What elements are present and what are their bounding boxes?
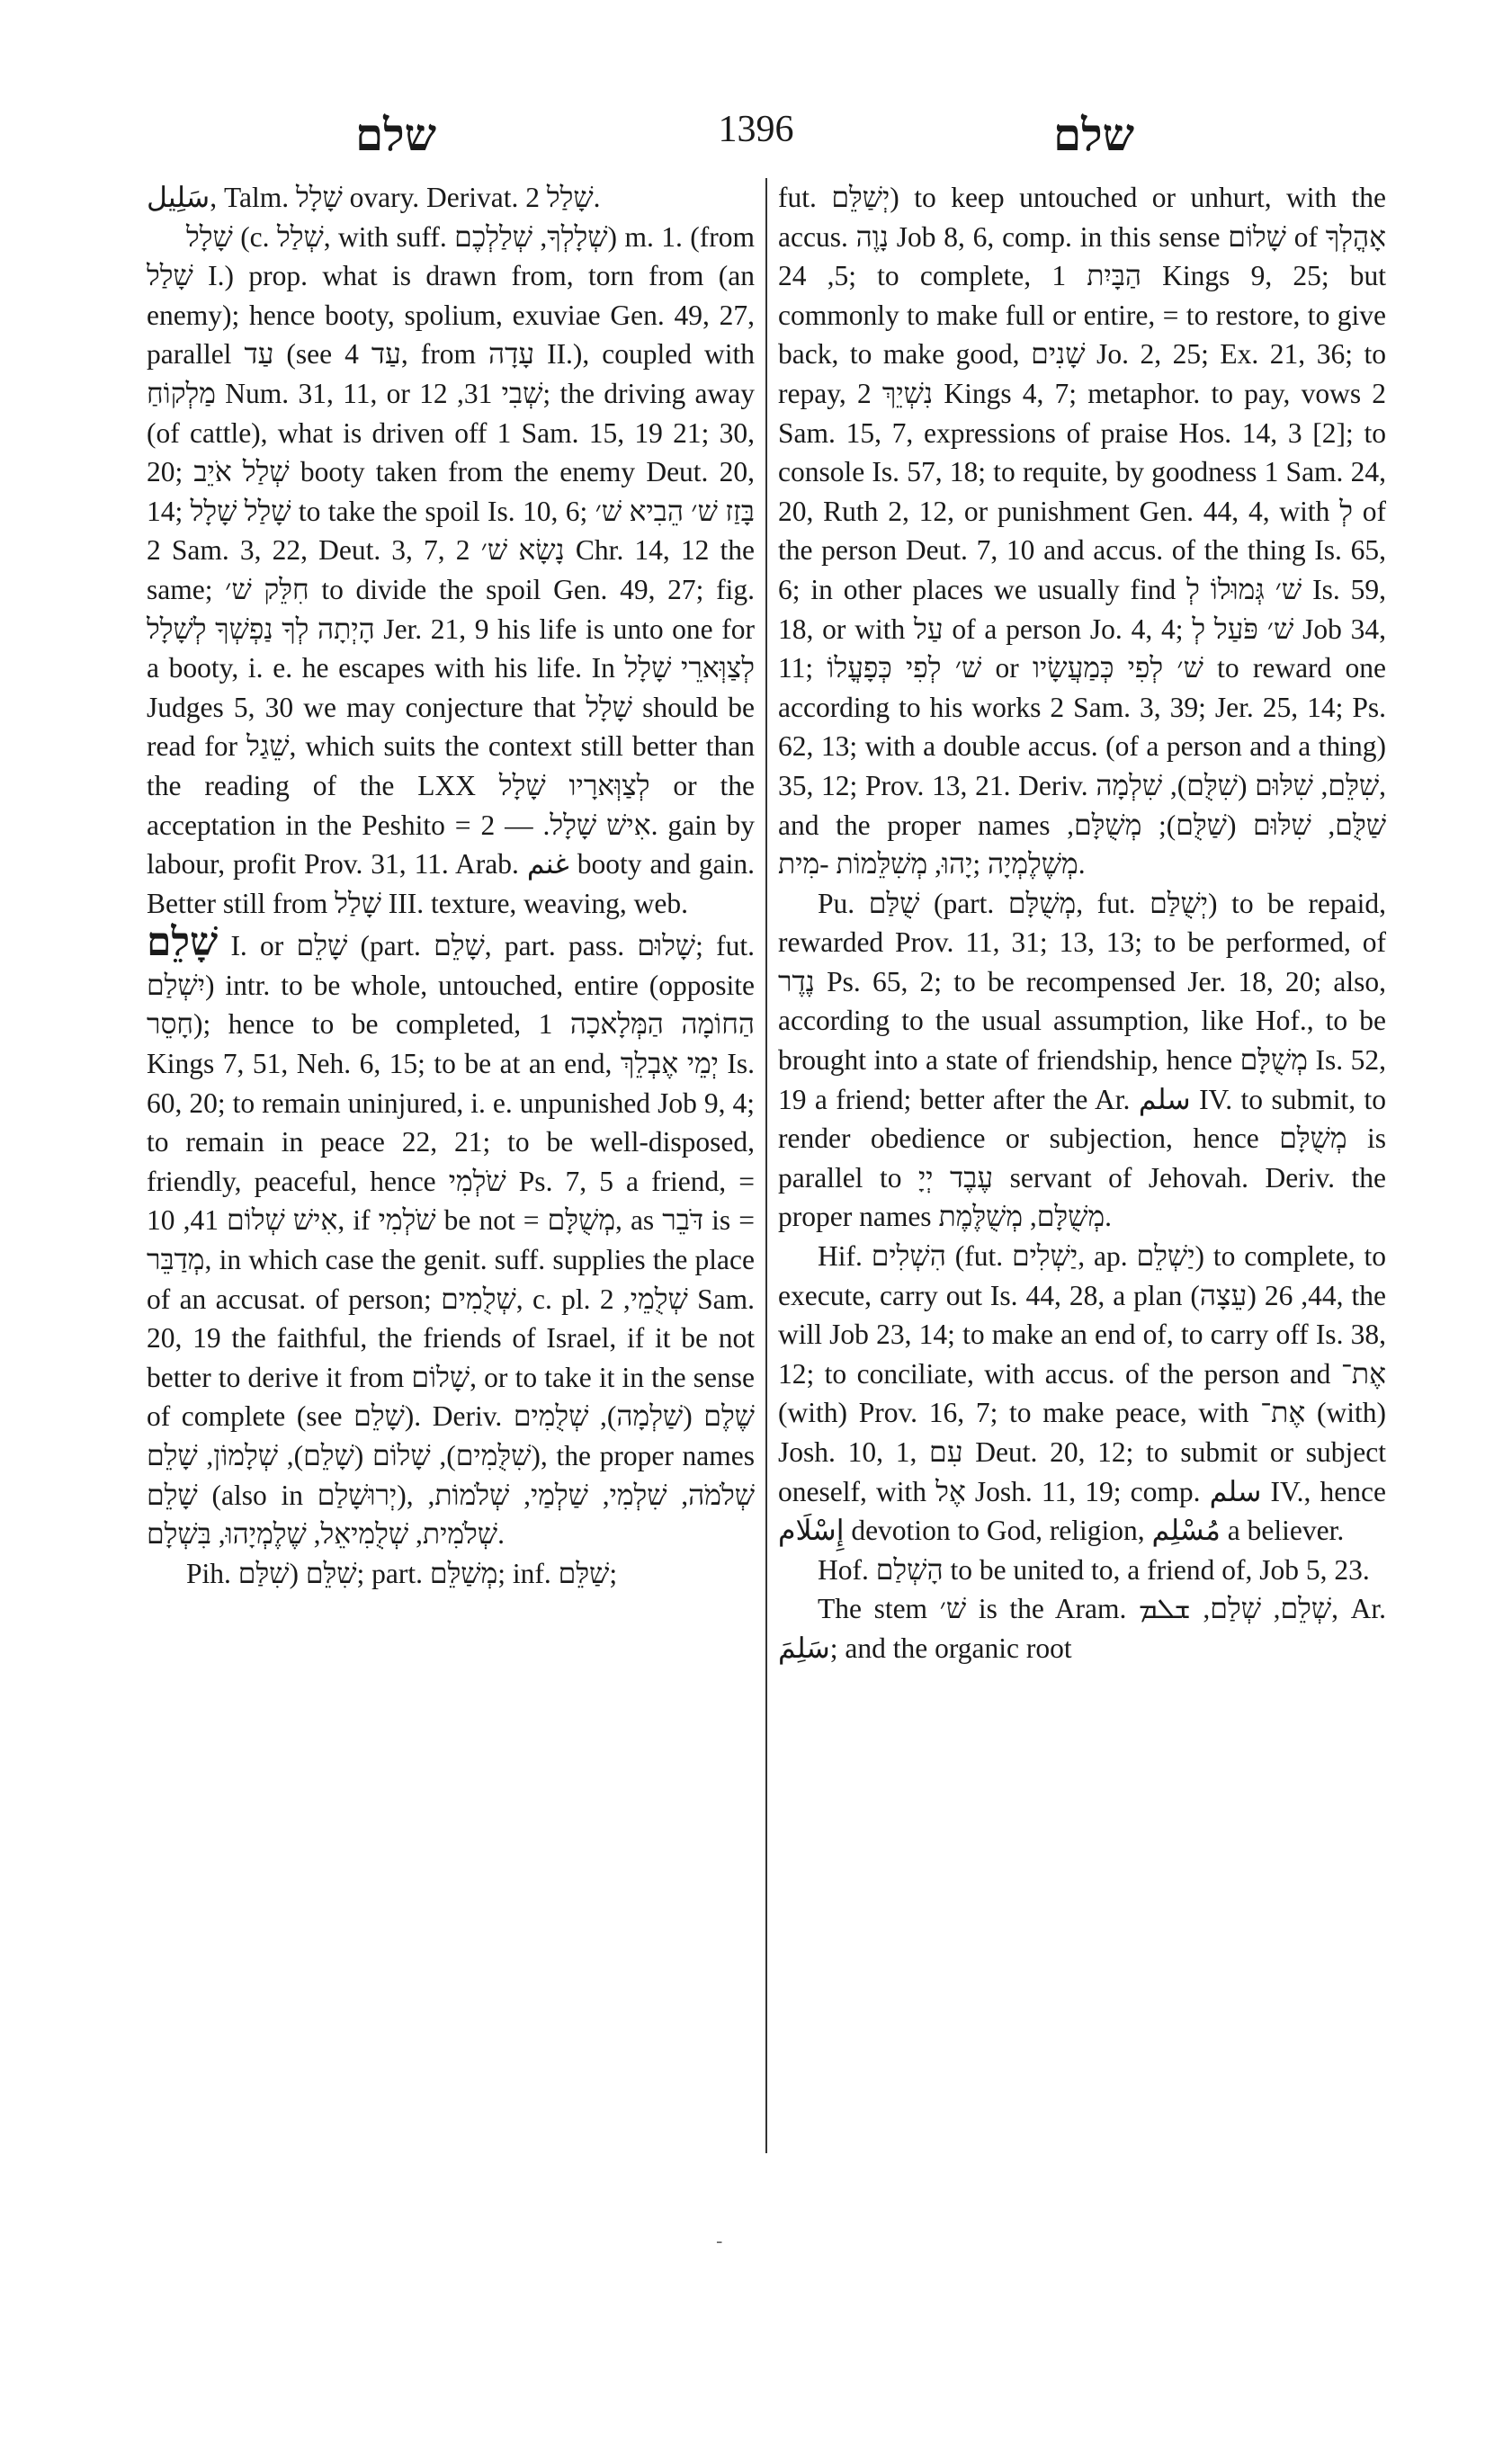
paragraph-text: fut. יְשַׁלֵּם) to keep untouched or unhurt, with the accus. נָוֶה Job 8, 6, comp. in this sense שָׁלוֹם of אָהֳלְךָ 5, 24; to complete, הַבָּיִת 1 Kings 9, 25; but commonly to make full or entire, = to restore, to give back, to make good, שָׁנִים Jo. 2, 25; Ex. 21, 36; to repay, נִשְׁיֵךְ 2 Kings 4, 7; metaphor. to pay, vows 2 Sam. 15, 7, expressions of praise Hos. 14, 3 [2]; to console Is. 57, 18; to requite, by goodness 1 Sam. 24, 20, Ruth 2, 12, or punishment Gen. 44, 4, with לְ of the person Deut. 7, 10 and accus. of the thing Is. 65, 6; in other places we usually find שׁ׳ גְּמוּלוֹ לְ Is. 59, 18, or with עַל of a person Jo. 4, 4; שׁ׳ פֹּעַל לְ Job 34, 11; שׁ׳ לְפִי כְּפָעֳלוֹ or שׁ׳ לְפִי כְּמַעֲשָׂיו to reward one according to his works 2 Sam. 3, 39; Jer. 25, 14; Ps. 62, 13; with a double accus. (of a person and a thing) 35, 12; Prov. 13, 21. Deriv. שִׁלֵּם, שִׁלּוּם (שִׁלֻּם), שִׁלְמָה, and the proper names שַׁלֻּם, שִׁלּוּם (שַׁלֻּם); מְשֻׁלָּם, מְשֶׁלֶמְיָה ;יָהוּ, מְשִׁלֵּמוֹת -מִית. — [778, 182, 1386, 881]
dictionary-paragraph — [778, 884, 1386, 1237]
paragraph-text: I. or שָׁלֵם (part. שָׁלֵם, part. pass. שָׁלוּם; fut. יִשְׁלַם) intr. to be whole, untouched, entire (opposite חָסֵר); hence to be completed, הַחוֹמָה הַמְּלָאכָה 1 Kings 7, 51, Neh. 6, 15; to be at an end, יְמֵי אֶבְלֵךְ Is. 60, 20; to remain uninjured, i. e. unpunished Job 9, 4; to remain in peace 22, 21; to be well-disposed, friendly, peaceful, hence שֹׁלְמִי Ps. 7, 5 a friend, = אִישׁ שְׁלוֹם 41, 10, if שֹׁלְמִי be not = מְשֻׁלָּם, as דֹּבֵר is = מְדַבֵּר, in which case the genit. suff. supplies the place of an accusat. of person; שְׁלֻמִים, c. pl. שְׁלֻמֵי, 2 Sam. 20, 19 the faithful, the friends of Israel, if it be not better to derive it from שָׁלוֹם, or to take it in the sense of complete (see שָׁלֵם). Deriv. שֶׁלֶם (שַׁלְמָה), שְׁלֻמִים (שִׁלֻּמִים), שָׁלוֹם (שָׁלֵם), שְׁלָמוֹן, שָׁלֵם, the proper names שָׁלֵם (also in יְרוּשָׁלַם), שְׁלֹמֹה, שִׁלְמִי, שַׁלְמַי, שְׁלֹמוֹת, שְׁלֹמִית, שְׁלֻמִיאֵל, שֶׁלֶמְיָהוּ, בִּשְׁלָם. — [147, 930, 755, 1551]
paragraph-text: Pu. שֻׁלַּם (part. מְשֻׁלָּם, fut. יְשֻׁלַּם) to be repaid, rewarded Prov. 11, 31; 13, 13; to be performed, of נֶדֶר Ps. 65, 2; to be recompensed Jer. 18, 20; also, according to the usual assumption, like Hof., to be brought into a state of friendship, hence מְשֻׁלָּם Is. 52, 19 a friend; better after the Ar. سلم IV. to submit, to render obedience or subjection, hence מְשֻׁלָּם is parallel to עֶבֶד יְיָ servant of Jehovah. Deriv. the proper names מְשֻׁלָּם, מְשֻׁלֶּמֶת. — [778, 887, 1386, 1233]
dictionary-paragraph — [778, 1551, 1386, 1590]
paragraph-text: The stem שׁ׳ is the Aram. שְׁלֵם, שְׁלַם, ܫܠܡ, Ar. سَلِمَ; and the organic root — [778, 1593, 1386, 1664]
paragraph-text: Pih. שִׁלֵּם (שִׁלַּם; part. מְשַׁלֵּם; inf. שַׁלֵּם; — [186, 1557, 618, 1589]
dictionary-paragraph — [147, 920, 755, 1554]
page-header — [0, 108, 1512, 171]
dictionary-paragraph — [147, 1554, 755, 1594]
dictionary-paragraph — [147, 218, 755, 924]
paragraph-text: سَلِيل, Talm. שָׁלָל ovary. Derivat. שָׁלַל 2. — [147, 182, 601, 213]
footer-mark: - — [716, 2231, 723, 2253]
dictionary-paragraph — [778, 1237, 1386, 1551]
right-running-headword: שלם — [1053, 108, 1134, 161]
dictionary-paragraph — [147, 178, 755, 218]
left-running-headword: שלם — [355, 108, 436, 161]
entry-headword: שָׁלֵם — [147, 920, 219, 965]
column-divider — [765, 178, 767, 2153]
paragraph-text: Hif. הִשְׁלִים (fut. יַשְׁלִים, ap. יַשְׁלֵם) to complete, to execute, carry out Is. 44, 28, a plan (עֵצָה) 44, 26, the will Job 23, 14; to make an end of, to carry off Is. 38, 12; to conciliate, with accus. of the person and אֶת־ (with) Prov. 16, 7; to make peace, with אֶת־ (with) Josh. 10, 1, עִם Deut. 20, 12; to submit or subject oneself, with אֶל Josh. 11, 19; comp. سلم IV., hence إِسْلَام devotion to God, religion, مُسْلِم a believer. — [778, 1240, 1386, 1547]
left-column — [147, 178, 755, 2198]
dictionary-paragraph — [778, 178, 1386, 884]
dictionary-paragraph — [778, 1589, 1386, 1668]
right-column — [778, 178, 1386, 2198]
paragraph-text: שָׁלָל (c. שְׁלַל, with suff. שְׁלָלְךָ, שְׁלַלְכֶם) m. 1. (from שָׁלַל I.) prop. what is drawn from, torn from (an enemy); hence booty, spolium, exuviae Gen. 49, 27, parallel עַד (see עַד 4, from עָדָה II.), coupled with מַלְקוֹחַ Num. 31, 11, or שְׁבִי 31, 12; the driving away (of cattle), what is driven off 1 Sam. 15, 19 21; 30, 20; שְׁלַל אֹיֵב booty taken from the enemy Deut. 20, 14; שָׁלַל שָׁלָל to take the spoil Is. 10, 6; בָּזַז שׁ׳ הֵבִיא שׁ׳ 2 Sam. 3, 22, Deut. 3, 7, נָשָׂא שׁ׳ 2 Chr. 14, 12 the same; חִלֵּק שׁ׳ to divide the spoil Gen. 49, 27; fig. הָיְתָה לְךָ נַפְשְׁךָ לְשָׁלָל Jer. 21, 9 his life is unto one for a booty, i. e. he escapes with his life. In לְצַוְּארֵי שָׁלָל Judges 5, 30 we may conjecture that שָׁלָל should be read for שֵׁגַל, which suits the context still better than the reading of the LXX לְצַוְּארָיו שָׁלָל or the acceptation in the Peshito = אִישׁ שָׁלָל. — 2. gain by labour, profit Prov. 31, 11. Arab. غنم booty and gain. Better still from שָׁלַל III. texture, weaving, web. — [147, 220, 755, 919]
page-number: 1396 — [718, 109, 794, 150]
paragraph-text: Hof. הָשְׁלַם to be united to, a friend of, Job 5, 23. — [818, 1553, 1370, 1586]
